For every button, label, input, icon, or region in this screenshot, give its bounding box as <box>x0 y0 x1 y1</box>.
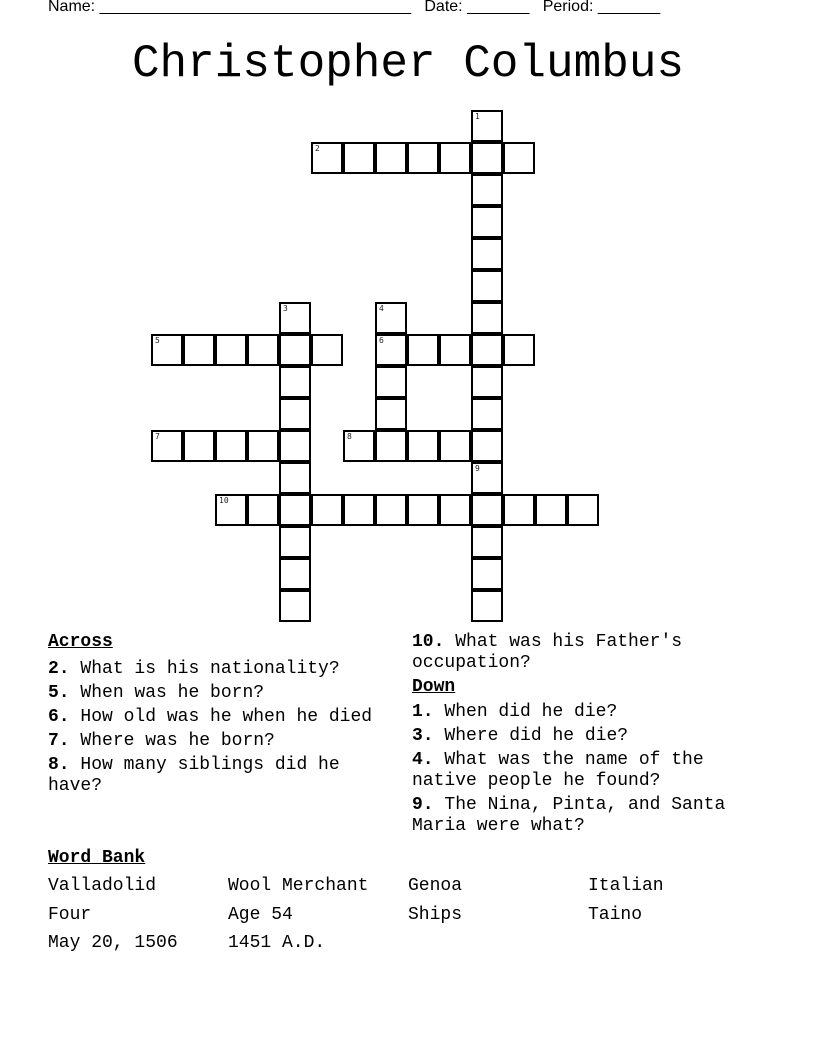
clue-text: What was his Father's occupation? <box>412 632 683 673</box>
clue-across-2 <box>48 659 388 680</box>
clue-across-10 <box>412 632 772 674</box>
clue-across-6 <box>48 707 388 728</box>
crossword-cell[interactable] <box>471 494 503 526</box>
crossword-cell[interactable] <box>279 494 311 526</box>
crossword-cell[interactable] <box>279 430 311 462</box>
crossword-cell[interactable] <box>279 334 311 366</box>
crossword-cell[interactable] <box>471 174 503 206</box>
clue-down-3 <box>412 726 772 747</box>
word-bank-item: Four <box>48 905 92 925</box>
clue-text: When did he die? <box>444 702 618 722</box>
crossword-cell[interactable] <box>215 494 247 526</box>
crossword-cell[interactable] <box>279 462 311 494</box>
crossword-cell[interactable] <box>439 430 471 462</box>
date-blank: _______ <box>467 0 530 15</box>
crossword-cell[interactable] <box>311 334 343 366</box>
word-bank-item: Valladolid <box>48 876 157 896</box>
crossword-cell[interactable] <box>343 494 375 526</box>
clue-text: Where was he born? <box>80 731 275 751</box>
name-blank: ___________________________________ <box>99 0 412 15</box>
crossword-cell[interactable] <box>471 398 503 430</box>
crossword-cell[interactable] <box>215 430 247 462</box>
crossword-cell[interactable] <box>183 430 215 462</box>
crossword-cell[interactable] <box>471 462 503 494</box>
cell-number: 1 <box>475 112 480 121</box>
crossword-cell[interactable] <box>375 366 407 398</box>
crossword-cell[interactable] <box>567 494 599 526</box>
crossword-cell[interactable] <box>375 494 407 526</box>
crossword-cell[interactable] <box>471 366 503 398</box>
crossword-cell[interactable] <box>343 142 375 174</box>
crossword-cell[interactable] <box>343 430 375 462</box>
across-clues <box>48 632 388 800</box>
clue-number: 9. <box>412 795 434 815</box>
crossword-cell[interactable] <box>471 334 503 366</box>
period-label: Period: <box>542 0 594 15</box>
crossword-cell[interactable] <box>407 494 439 526</box>
crossword-cell[interactable] <box>471 430 503 462</box>
crossword-cell[interactable] <box>183 334 215 366</box>
crossword-cell[interactable] <box>503 494 535 526</box>
cell-number: 5 <box>155 336 160 345</box>
word-bank-item: 1451 A.D. <box>228 933 326 953</box>
cell-number: 2 <box>315 144 320 153</box>
clue-text: What is his nationality? <box>80 659 340 679</box>
word-bank-item: Ships <box>408 905 463 925</box>
crossword-cell[interactable] <box>247 430 279 462</box>
crossword-cell[interactable] <box>279 366 311 398</box>
crossword-cell[interactable] <box>535 494 567 526</box>
name-label: Name: <box>48 0 96 15</box>
clue-number: 3. <box>412 726 434 746</box>
crossword-cell[interactable] <box>439 142 471 174</box>
word-bank-item: Taino <box>588 905 643 925</box>
crossword-cell[interactable] <box>471 590 503 622</box>
right-clues <box>412 632 772 840</box>
clue-number: 2. <box>48 659 70 679</box>
clue-number: 4. <box>412 750 434 770</box>
crossword-cell[interactable] <box>471 302 503 334</box>
crossword-cell[interactable] <box>279 398 311 430</box>
clue-number: 5. <box>48 683 70 703</box>
crossword-cell[interactable] <box>311 142 343 174</box>
cell-number: 8 <box>347 432 352 441</box>
clue-text: When was he born? <box>80 683 265 703</box>
word-bank-item: Age 54 <box>228 905 293 925</box>
clue-across-5 <box>48 683 388 704</box>
crossword-cell[interactable] <box>151 430 183 462</box>
crossword-cell[interactable] <box>375 430 407 462</box>
crossword-cell[interactable] <box>311 494 343 526</box>
crossword-cell[interactable] <box>247 334 279 366</box>
crossword-cell[interactable] <box>279 302 311 334</box>
clue-number: 8. <box>48 755 70 775</box>
word-bank-heading: Word Bank <box>48 848 146 868</box>
crossword-cell[interactable] <box>503 334 535 366</box>
clue-number: 7. <box>48 731 70 751</box>
crossword-cell[interactable] <box>471 110 503 142</box>
clue-number: 6. <box>48 707 70 727</box>
crossword-cell[interactable] <box>375 302 407 334</box>
clue-down-1 <box>412 702 772 723</box>
cell-number: 9 <box>475 464 480 473</box>
crossword-cell[interactable] <box>407 430 439 462</box>
cell-number: 4 <box>379 304 384 313</box>
clue-down-9 <box>412 795 772 837</box>
period-blank: _______ <box>597 0 661 15</box>
crossword-cell[interactable] <box>279 590 311 622</box>
puzzle-title: Christopher Columbus <box>131 38 685 90</box>
date-label: Date: <box>424 0 463 15</box>
student-info-line <box>48 0 660 16</box>
crossword-cell[interactable] <box>407 142 439 174</box>
word-bank-item: Wool Merchant <box>228 876 369 896</box>
clue-across-8 <box>48 755 388 797</box>
crossword-cell[interactable] <box>375 142 407 174</box>
clue-down-4 <box>412 750 772 792</box>
crossword-cell[interactable] <box>471 270 503 302</box>
crossword-cell[interactable] <box>151 334 183 366</box>
clue-number: 1. <box>412 702 434 722</box>
crossword-cell[interactable] <box>375 334 407 366</box>
across-heading: Across <box>48 632 113 652</box>
word-bank-item: Italian <box>588 876 664 896</box>
clue-text: How many siblings did he have? <box>48 755 340 796</box>
crossword-cell[interactable] <box>375 398 407 430</box>
crossword-cell[interactable] <box>407 334 439 366</box>
cell-number: 3 <box>283 304 288 313</box>
clue-number: 10. <box>412 632 445 652</box>
clue-across-7 <box>48 731 388 752</box>
crossword-cell[interactable] <box>279 558 311 590</box>
crossword-cell[interactable] <box>279 526 311 558</box>
clue-text: The Nina, Pinta, and Santa Maria were what? <box>412 795 726 836</box>
crossword-cell[interactable] <box>471 142 503 174</box>
crossword-cell[interactable] <box>471 558 503 590</box>
crossword-cell[interactable] <box>215 334 247 366</box>
crossword-cell[interactable] <box>439 334 471 366</box>
cell-number: 10 <box>219 496 229 505</box>
down-heading: Down <box>412 677 456 697</box>
clue-text: How old was he when he died <box>80 707 373 727</box>
clue-text: Where did he die? <box>444 726 629 746</box>
crossword-cell[interactable] <box>471 238 503 270</box>
crossword-cell[interactable] <box>247 494 279 526</box>
crossword-cell[interactable] <box>503 142 535 174</box>
cell-number: 7 <box>155 432 160 441</box>
word-bank-item: Genoa <box>408 876 463 896</box>
cell-number: 6 <box>379 336 384 345</box>
word-bank-item: May 20, 1506 <box>48 933 178 953</box>
crossword-cell[interactable] <box>471 206 503 238</box>
crossword-cell[interactable] <box>471 526 503 558</box>
crossword-cell[interactable] <box>439 494 471 526</box>
clue-text: What was the name of the native people he found? <box>412 750 704 791</box>
